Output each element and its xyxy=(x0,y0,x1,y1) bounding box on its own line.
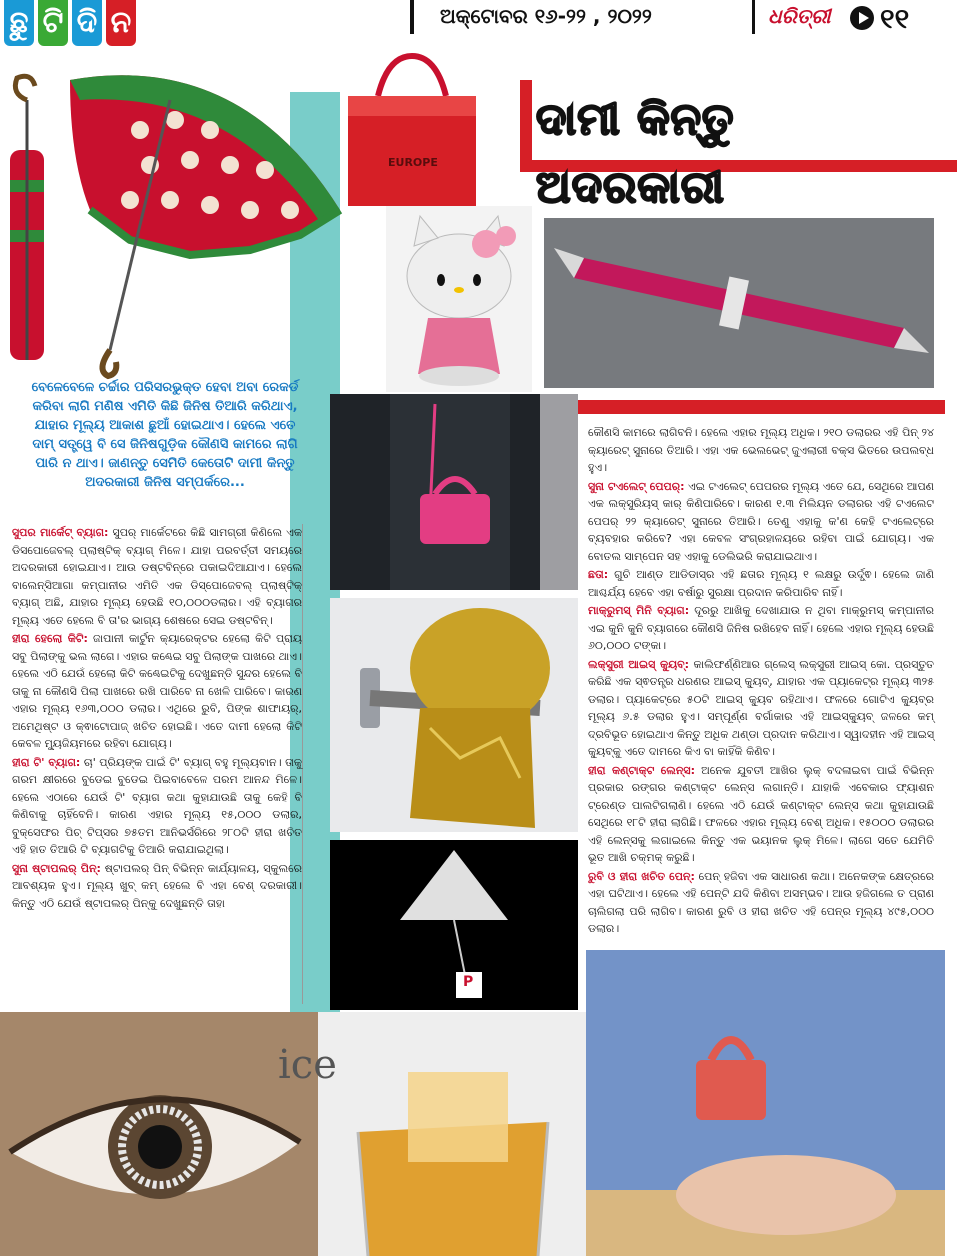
umbrella-photo xyxy=(0,60,380,380)
column-divider xyxy=(302,524,303,1004)
page-arrow-icon xyxy=(850,6,874,30)
header-divider-right xyxy=(752,0,755,34)
red-bag-photo xyxy=(338,56,486,206)
diamond-eye-photo xyxy=(0,1012,318,1256)
paragraph-stapler-cont: କୌଣସି କାମରେ ଲାଗିବନି। ହେଲେ ଏହାର ମୂଲ୍ୟ ଅଧିକ। ୨୧୦ ଡଲାରର ଏହି ପିନ୍ ୨୪ କ୍ୟାରେଟ୍ ସୁନାରେ ତିଆରି। ଏହା ଏକ ଭେଲଭେଟ୍ ଜୁଏଲାରୀ ବକ୍ସ ଭିତରେ ଉପଲବ୍ଧ ହୁଏ। xyxy=(588,426,934,474)
paragraph-pen: ରୁବି ଓ ହୀରା ଖଚିତ ପେନ୍: ପେନ୍ ହଜିବା ଏକ ସାଧାରଣ କଥା। ଅନେକଙ୍କ କ୍ଷେତ୍ରରେ ଏହା ଘଟିଥାଏ। ହେଲେ ଏହି ପେନ୍‌ଟି ଯଦି କିଣିବା ଅସମ୍ଭବ। ଆଉ ହଜିଗଲେ ତ ପ୍ରାଣ ଚାଲିଗଲା ପରି ଲାଗିବ। କାରଣ ରୁବି ଓ ହୀରା ଖଚିତ ଏହି ପେନ୍‌ର ମୂଲ୍ୟ ୪୯୫,୦୦୦ ଡଲାର। xyxy=(588,869,934,935)
section-tile-2: ଟି xyxy=(38,0,68,46)
article-column-2 xyxy=(588,424,934,944)
issue-date: ଅକ୍ଟୋବର ୧୬-୨୨ , ୨୦୨୨ xyxy=(440,4,652,28)
article-title: ଦାମୀ କିନ୍ତୁ ଅଦରକାରୀ xyxy=(536,94,735,213)
hello-kitty-photo xyxy=(386,206,532,392)
ice-brand-label: ice xyxy=(278,1042,337,1088)
luxury-ice-photo xyxy=(278,1012,586,1256)
section-tile-1: ଛୁ xyxy=(4,0,34,46)
gold-toilet-paper-photo xyxy=(330,598,578,832)
bag-label: EUROPE xyxy=(388,156,438,169)
paragraph-toilet-paper: ସୁନା ଟଏଲେଟ୍ ପେପର୍: ଏଇ ଟଏଲେଟ୍ ପେପରର ମୂଲ୍ୟ ଏତେ ଯେ, ସେଥିରେ ଆପଣ ଏକ ଲକ୍ସୁରିୟସ୍ କାର୍ କିଣିପାରିବେ। କାରଣ ୧.୩ ମିଲିୟନ ଡଲାରର ଏହି ଟଏଲେଟ ପେପର୍ ୨୨ କ୍ୟାରେଟ୍ ସୁନାରେ ତିଆରି। ତେଣୁ ଏହାକୁ କ'ଣ କେହି ଟଏଲେଟ୍‌ରେ ବ୍ୟବହାର କରିବେ? ଏହା କେବଳ ସଂଗ୍ରହାଳୟରେ ରହିବା ପାଇଁ ଯୋଗ୍ୟ। ଏକ ବୋତଲ ସାମ୍ପେନ ସହ ଏହାକୁ ଡେଲିଭରି କରାଯାଇଥାଏ। xyxy=(588,479,934,563)
section-tile-3: ଦି xyxy=(72,0,102,46)
mini-bag-photo xyxy=(330,394,578,590)
intro-text: ବେଳେବେଳେ ଚର୍ଚ୍ଚାର ପରିସରଭୁକ୍ତ ହେବା ଅବା ରେକର୍ଡ କରିବା ଲାଗି ମଣିଷ ଏମିତି କିଛି ଜିନିଷ ତିଆରି କରିଥାଏ, ଯାହାର ମୂଲ୍ୟ ଆକାଶ ଛୁଆଁ ହୋଇଥାଏ। ହେଲେ ଏତେ ଦାମ୍ ସତ୍ତ୍ୱେ ବି ସେ ଜିନିଷଗୁଡ଼ିକ କୌଣସି କାମରେ ଲାଗି ପାରି ନ ଥାଏ। ଜାଣନ୍ତୁ ସେମିତି କେତୋଟି ଦାମୀ କିନ୍ତୁ ଅଦରକାରୀ ଜିନିଷ ସମ୍ପର୍କରେ... xyxy=(31,380,299,490)
diamond-tea-bag-photo xyxy=(330,840,578,1010)
header-divider xyxy=(410,0,414,34)
paragraph-stapler-pin: ସୁନା ଷ୍ଟାପଲର୍ ପିନ୍: ଷ୍ଟାପଲର୍ ପିନ୍ ବିଭିନ୍ନ କାର୍ଯ୍ୟାଳୟ, ସ୍କୁଲରେ ଆବଶ୍ୟକ ହୁଏ। ମୂଲ୍ୟ ଖୁବ୍ କମ୍ ହେଲେ ବି ଏହା ବେଶ୍ ଦରକାରୀ। କିନ୍ତୁ ଏଠି ଯେଉଁ ଷ୍ଟାପଲର୍ ପିନ୍‌କୁ ଦେଖୁଛନ୍ତି ତାହା xyxy=(12,861,302,910)
newspaper-brand: ଧରିତ୍ରୀ xyxy=(768,4,831,28)
paragraph-tea-bag: ହୀରା ଟି' ବ୍ୟାଗ: ଚା' ପ୍ରିୟଙ୍କ ପାଇଁ ଟି' ବ୍ୟାଗ୍ ବହୁ ମୂଲ୍ୟବାନ। ତାକୁ ଗରମ କ୍ଷୀରରେ ବୁଡେଇ ବୁଡେଇ ପିଇବାବେଳେ ପରମ ଆନନ୍ଦ ମିଳେ। ହେଲେ ଏଠାରେ ଯେଉଁ ଟି' ବ୍ୟାଗ କଥା କୁହାଯାଉଛି ତାକୁ କେହି ବି କିଣିବାକୁ ଚାହିଁବେନି। କାରଣ ଏହାର ମୂଲ୍ୟ ୧୫,୦୦୦ ଡଲାର, ବୁକ୍‌ସେଫର ପିଚ୍ ଟିପ୍ସର ୭୫ତମ ଆନିଭର୍ସରିରେ ୨୮୦ଟି ହୀରା ଖଚିତ ଏହି ହାତ ତିଆରି ଟି ବ୍ୟାଗଟିକୁ ତିଆରି କରାଯାଇଥିଲା। xyxy=(12,755,302,856)
paragraph-hello-kitty: ହୀରା ହେଲୋ କିଟି: ଜାପାନୀ କାର୍ଟୁନ କ୍ୟାରେକ୍ଟର ହେଲୋ କିଟି ପ୍ରାୟ ସବୁ ପିଲାଙ୍କୁ ଭଲ ଲାଗେ। ଏହାର କଣ୍ଢେଇ ସବୁ ପିଲାଙ୍କ ପାଖରେ ଥାଏ। ହେଲେ ଏଠି ଯେଉଁ ହେଲୋ କିଟି କଣ୍ଢେଇଟିକୁ ଦେଖୁଛନ୍ତି ସୁନ୍ଦର ହେଲେ ବି ତାକୁ ନା କୌଣସି ପିଲା ପାଖରେ ରଖି ପାରିବେ ନା ଖେଳି ପାରିବେ। କାରଣ ଏହାର ମୂଲ୍ୟ ୧୬୩,୦୦୦ ଡଲାର। ଏଥିରେ ରୁବି, ପିଙ୍କ ଶାଫାୟର୍, ଅମେଥିଷ୍ଟ ଓ କ୍ଵାଟୋପାଜ୍ ଖଚିତ ହୋଇଛି। ଏତେ ଦାମୀ ହେଲୋ କିଟି କେବଳ ମ୍ୟୁଜିୟମରେ ରହିବା ଯୋଗ୍ୟ। xyxy=(12,632,302,750)
paragraph-supermarket-bag: ସୁପର ମାର୍କେଟ୍ ବ୍ୟାଗ: ସୁପର୍ ମାର୍କେଟରେ କିଛି ସାମଗ୍ରୀ କିଣିଲେ ଏକ ଡିସପୋଜେବଲ୍ ପ୍ଲାଷ୍ଟିକ୍ ବ୍ୟାଗ୍ ମିଳେ। ଯାହା ପରବର୍ତ୍ତୀ ସମୟରେ ଅଦରକାରୀ ହୋଇଯାଏ। ଆଉ ଡଷ୍ଟବିନ୍‌ରେ ପକାଇଦିଆଯାଏ। ହେଲେ ବାଲେନ୍‌ସିଆଗା କମ୍ପାନୀର ଏମିତି ଏକ ଡିସ୍‌ପୋଜେବଲ୍ ପ୍ଲାଷ୍ଟିକ୍ ବ୍ୟାଗ୍ ଅଛି, ଯାହାର ମୂଲ୍ୟ ହେଉଛି ୧୦,୦୦୦ଡଲାର। ଏହି ବ୍ୟାଗର ମୂଲ୍ୟ ଏତେ ହେଲେ ବି ତା'ର ଭାଗ୍ୟ ଶେଷରେ ସେଇ ଡଷ୍ଟବିନ୍। xyxy=(12,526,303,627)
paragraph-mini-bag: ମାକ୍ରୁମସ୍ ମିନି ବ୍ୟାଗ: ଦୂରରୁ ଆଖିକୁ ଦେଖାଯାଉ ନ ଥିବା ମାକ୍ରୁମସ୍ କମ୍ପାନୀର ଏଇ କୁନି କୁନି ବ୍ୟାଗରେ କୌଣସି ଜିନିଷ ରଖିହେବ ନାହିଁ। ହେଲେ ଏହାର ମୂଲ୍ୟ ହେଉଛି ୬୦,୦୦୦ ଟଙ୍କା। xyxy=(588,604,934,652)
paragraph-ice-cube: ଲକ୍ସୁରୀ ଆଇସ୍ କ୍ୟୁବ୍: କାଲିଫର୍ଣ୍ଣିଆର ଗ୍ଲେସ୍ ଲକ୍ସୁରୀ ଆଇସ୍ କୋ. ପ୍ରସ୍ତୁତ କରିଛି ଏକ ସ୍ଵତନ୍ତ୍ର ଧରଣର ଆଇସ୍ କ୍ୟୁବ୍, ଯାହାର ଏକ ପ୍ୟାକେଟ୍‌ର ମୂଲ୍ୟ ୩୨୫ ଡଲାର। ପ୍ୟାକେଟ୍‌ରେ ୫୦ଟି ଆଇସ୍ କ୍ୟୁବ ରହିଥାଏ। ଫଳରେ ଗୋଟିଏ କ୍ୟୁବ୍‌ର ମୂଲ୍ୟ ୬.୫ ଡଲାର ହୁଏ। ସମ୍ପୂର୍ଣ୍ଣ ବର୍ଗାକାର ଏହି ଆଇସ୍‌କ୍ୟୁବ୍ ଜଳରେ କମ୍ ଦ୍ରବିଭୂତ ହୋଇଥାଏ କିନ୍ତୁ ଅଧିକ ଥଣ୍ଡା ପ୍ରଦାନ କରିଥାଏ। ସ୍ୱାଦହୀନ ଏହି ଆଇସ୍ କ୍ୟୁବ୍‌କୁ ଏତେ ଦାମରେ କିଏ ବା କାହିଁକି କିଣିବ। xyxy=(588,657,935,758)
ruby-pen-photo xyxy=(544,218,934,388)
paragraph-contact-lens: ହୀରା କଣ୍ଟାକ୍ଟ ଲେନ୍ସ: ଅନେକ ଯୁବତୀ ଆଖିର ଲୁକ୍ ବଦଳାଇବା ପାଇଁ ବିଭିନ୍ନ ପ୍ରକାର ରଙ୍ଗର କଣ୍ଟାକ୍ଟ ଲେନ୍ସ ଲଗାନ୍ତି। ଯାହାକି ଏବେକାର ଫ୍ୟାଶନ ଟ୍ରେଣ୍ଡ ପାଲଟିଗଲାଣି। ହେଲେ ଏଠି ଯେଉଁ କଣ୍ଟାକ୍ଟ ଲେନ୍ସ କଥା କୁହାଯାଉଛି ସେଥିରେ ୧୮ଟି ହୀରା ଲାଗିଛି। ଫଳରେ ଏହାର ମୂଲ୍ୟ ବେଶ୍ ଅଧିକ। ୧୫୦୦୦ ଡଲାରର ଏହି ଲେନ୍ସକୁ ଲଗାଇଲେ କିନ୍ତୁ ଏକ ଭୟାନକ ଲୁକ୍ ମିଳେ। ଲାଗେ ସତେ ଯେମିତି ଭୂତ ଆଖି ଚକ୍‌ମକ୍ କରୁଛି। xyxy=(588,763,934,864)
paragraph-umbrella: ଛତା: ଗୁଚି ଆଣ୍ଡ ଆଡିଡାସ୍‌ର ଏହି ଛତାର ମୂଲ୍ୟ ୧ ଲକ୍ଷରୁ ଉର୍ଦ୍ଧ୍ଵ। ହେଲେ ଜାଣି ଆଶ୍ଚର୍ଯ୍ୟ ହେବେ ଏହା ବର୍ଷାରୁ ସୁରକ୍ଷା ପ୍ରଦାନ କରିପାରିବ ନାହିଁ। xyxy=(588,568,935,599)
section-tile-4: ନ xyxy=(106,0,136,46)
page-number: ୧୧ xyxy=(880,2,910,35)
hands-mini-bag-photo xyxy=(586,950,945,1256)
tea-tag-label: P xyxy=(463,974,474,990)
article-column-1 xyxy=(12,524,302,1004)
